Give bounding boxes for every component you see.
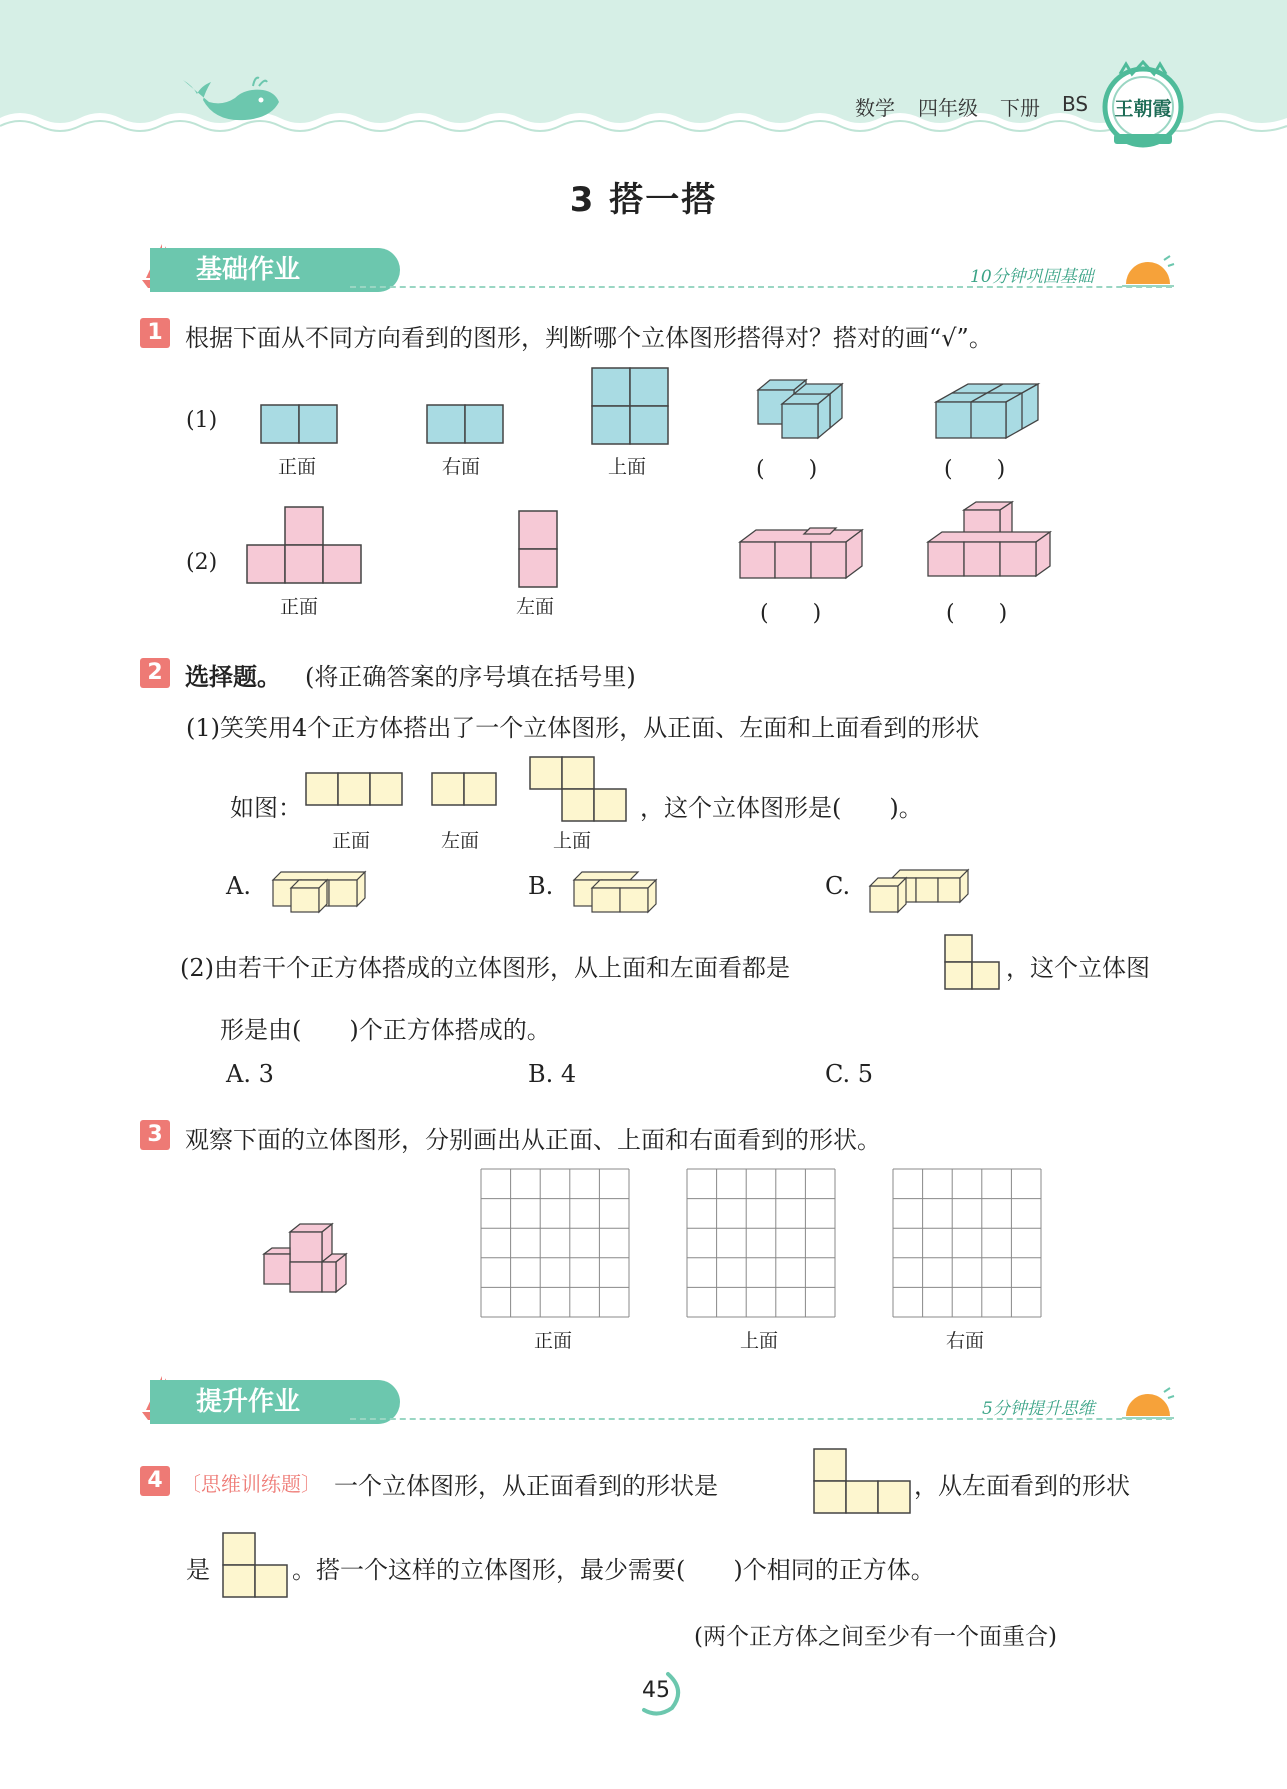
q2-s1-top-label: 上面: [553, 830, 592, 852]
header-volume: 下册: [1000, 96, 1040, 120]
question-1-text: 根据下面从不同方向看到的图形，判断哪个立体图形搭得对？搭对的画“√”。: [185, 324, 993, 352]
question-3-text: 观察下面的立体图形，分别画出从正面、上面和右面看到的形状。: [185, 1126, 881, 1154]
q1-p1-answer-a[interactable]: ( ): [756, 457, 818, 482]
q1-p1-solid-a: [756, 378, 848, 448]
q2-s1-prefix: 如图：: [230, 794, 302, 822]
q2-s1-option-c-label[interactable]: C.: [825, 872, 851, 900]
page-number: 45: [642, 1678, 670, 1703]
q2-s1-left-label: 左面: [441, 830, 480, 852]
question-4-text1-suffix: ，从左面看到的形状: [914, 1472, 1130, 1500]
q2-s1-top-view: [529, 756, 629, 824]
logo-text: 王朝霞: [1114, 98, 1172, 120]
q2-s1-suffix[interactable]: ，这个立体图形是( )。: [640, 794, 923, 822]
q1-p2-left-view: [518, 510, 560, 588]
question-4-text1: 一个立体图形，从正面看到的形状是: [334, 1472, 718, 1500]
q4-left-view: [222, 1532, 288, 1598]
q2-s1-line1: (1)笑笑用4个正方体搭出了一个立体图形，从正面、左面和上面看到的形状: [186, 714, 980, 742]
q3-grid-top[interactable]: [686, 1168, 836, 1318]
whale-icon: [175, 72, 285, 132]
question-2-hint: (将正确答案的序号填在括号里): [305, 663, 636, 691]
q1-p1-answer-b[interactable]: ( ): [944, 457, 1006, 482]
question-4-number: 4: [140, 1466, 170, 1496]
question-2-title: 选择题。: [185, 663, 281, 691]
q1-part2-label: (2): [186, 550, 218, 575]
q1-p2-left-label: 左面: [516, 596, 555, 618]
q1-p1-front-label: 正面: [278, 456, 317, 478]
q1-p2-answer-b[interactable]: ( ): [946, 601, 1008, 626]
q3-grid-right[interactable]: [892, 1168, 1042, 1318]
q2-s1-front-label: 正面: [332, 830, 371, 852]
question-3-number: 3: [140, 1120, 170, 1150]
q1-p1-right-view: [426, 404, 506, 446]
q2-s1-option-a-solid: [271, 868, 367, 914]
question-1-number: 1: [140, 318, 170, 348]
q1-part1-label: (1): [186, 408, 218, 433]
q1-p2-solid-a: [738, 526, 866, 586]
q3-grid-front-label: 正面: [534, 1330, 573, 1352]
q2-s1-front-view: [305, 772, 405, 808]
q3-grid-top-label: 上面: [740, 1330, 779, 1352]
q2-s1-option-b-label[interactable]: B.: [528, 872, 554, 900]
q2-s2-option-b[interactable]: B. 4: [528, 1060, 577, 1088]
q3-grid-right-label: 右面: [946, 1330, 985, 1352]
question-4-tag: 〔思维训练题〕: [181, 1472, 321, 1496]
q1-p1-solid-b: [934, 382, 1042, 446]
q2-s2-line2[interactable]: 形是由( )个正方体搭成的。: [220, 1016, 551, 1044]
q2-s1-left-view: [431, 772, 499, 808]
q1-p1-top-view: [591, 367, 671, 447]
q2-s1-option-b-solid: [572, 868, 658, 914]
header-grade: 四年级: [918, 96, 978, 120]
q4-front-view: [813, 1448, 911, 1514]
sun-icon: [1120, 1384, 1176, 1422]
question-4-note: (两个正方体之间至少有一个面重合): [694, 1624, 1057, 1650]
q2-s2-line1-suffix: ，这个立体图: [1006, 954, 1150, 982]
q2-s1-option-c-solid: [868, 868, 972, 914]
q2-s2-option-c[interactable]: C. 5: [825, 1060, 874, 1088]
section-basic-label: 基础作业: [196, 255, 301, 285]
q1-p2-answer-a[interactable]: ( ): [760, 601, 822, 626]
section-advanced-note: 5分钟提升思维: [982, 1399, 1095, 1419]
header-edition: BS: [1062, 92, 1089, 116]
question-2-number: 2: [140, 658, 170, 688]
section-advanced-label: 提升作业: [196, 1387, 301, 1417]
q1-p2-solid-b: [926, 500, 1054, 586]
q2-s2-option-a[interactable]: A. 3: [226, 1060, 274, 1088]
q3-solid: [262, 1220, 358, 1304]
page-title: 3 搭一搭: [569, 180, 718, 220]
q3-grid-front[interactable]: [480, 1168, 630, 1318]
q2-s2-line1: (2)由若干个正方体搭成的立体图形，从上面和左面看都是: [180, 954, 790, 982]
question-4-text2-prefix: 是: [186, 1556, 210, 1584]
q1-p2-front-label: 正面: [280, 596, 319, 618]
q1-p1-front-view: [260, 404, 340, 446]
section-basic-note: 10分钟巩固基础: [970, 267, 1094, 287]
q1-p1-top-label: 上面: [608, 456, 647, 478]
q1-p1-right-label: 右面: [442, 456, 481, 478]
q1-p2-front-view: [246, 506, 362, 586]
q2-s1-option-a-label[interactable]: A.: [226, 872, 251, 900]
q2-s2-view: [944, 934, 1002, 992]
question-4-text2[interactable]: 。搭一个这样的立体图形，最少需要( )个相同的正方体。: [292, 1556, 935, 1584]
header-subject: 数学: [855, 96, 895, 120]
sun-icon: [1120, 252, 1176, 290]
